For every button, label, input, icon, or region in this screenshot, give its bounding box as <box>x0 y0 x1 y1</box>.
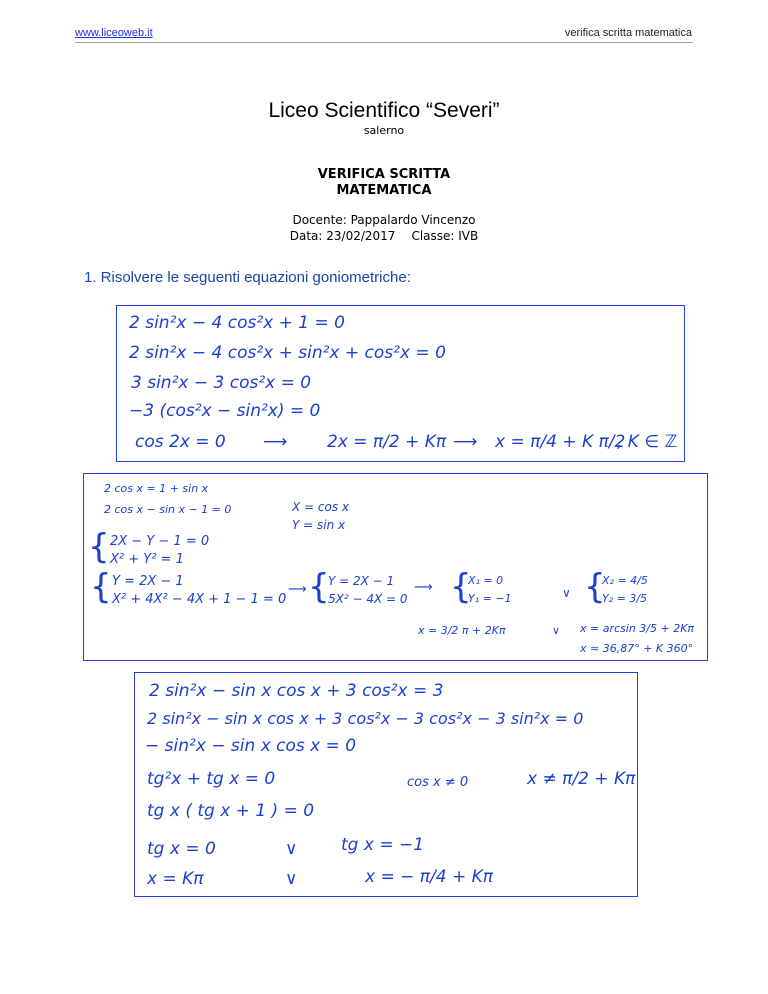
date-class-line <box>0 229 768 243</box>
question-1: 1. Risolvere le seguenti equazioni goniometriche: <box>84 269 411 286</box>
sol1-line5-k: , K ∈ ℤ <box>617 432 678 452</box>
header-divider <box>75 42 693 43</box>
sol2-brace4: { <box>450 567 472 607</box>
sol2-or1: ∨ <box>562 586 571 600</box>
sol3-line6b: tg x = −1 <box>341 835 425 855</box>
sol2-sys3a: Y = 2X − 1 <box>328 574 395 588</box>
sol2-sys4b: Y₁ = −1 <box>468 592 512 605</box>
sol3-line7b: x = − π/4 + Kπ <box>365 867 493 887</box>
sol2-arrow2: ⟶ <box>414 580 433 595</box>
solution-box-3 <box>134 672 638 897</box>
sol2-line1: 2 cos x = 1 + sin x <box>104 482 209 495</box>
sol2-line2: 2 cos x − sin x − 1 = 0 <box>104 503 232 516</box>
sol2-res1: x = 3/2 π + 2Kπ <box>418 624 506 637</box>
sol2-arrow1: ⟶ <box>288 582 307 597</box>
sol1-line1: 2 sin²x − 4 cos²x + 1 = 0 <box>129 313 345 333</box>
sol2-sys1a: 2X − Y − 1 = 0 <box>110 534 210 549</box>
header-link[interactable]: www.liceoweb.it <box>75 27 153 39</box>
school-city: salerno <box>363 124 405 137</box>
sol1-line5-x: x = π/4 + K π/2 <box>495 432 626 452</box>
sol1-arrow2: ⟶ <box>453 432 478 452</box>
sol2-sub2: Y = sin x <box>292 518 346 532</box>
test-class: Classe: IVB <box>411 229 479 243</box>
sol3-or2: ∨ <box>285 869 298 889</box>
sol1-line5-cos2x: cos 2x = 0 <box>135 432 226 452</box>
test-title-line1: VERIFICA SCRITTA <box>317 167 451 182</box>
test-date: Data: 23/02/2017 <box>289 229 396 243</box>
sol3-line1: 2 sin²x − sin x cos x + 3 cos²x = 3 <box>149 681 444 701</box>
test-title-line2: MATEMATICA <box>336 183 432 198</box>
sol2-brace3: { <box>308 567 330 607</box>
teacher-line: Docente: Pappalardo Vincenzo <box>292 213 476 227</box>
sol1-arrow1: ⟶ <box>263 432 288 452</box>
sol2-res3: x ≈ 36,87° + K 360° <box>580 642 694 655</box>
sol3-cond2: x ≠ π/2 + Kπ <box>527 769 636 789</box>
sol3-line7: x = Kπ <box>147 869 204 889</box>
sol2-sys5b: Y₂ = 3/5 <box>602 592 648 605</box>
sol2-sys3b: 5X² − 4X = 0 <box>328 592 408 606</box>
sol2-sub1: X = cos x <box>292 500 350 514</box>
sol2-res2: x = arcsin 3/5 + 2Kπ <box>580 622 695 635</box>
sol1-line2: 2 sin²x − 4 cos²x + sin²x + cos²x = 0 <box>129 343 446 363</box>
sol1-line3: 3 sin²x − 3 cos²x = 0 <box>131 373 312 393</box>
sol3-line6: tg x = 0 <box>147 839 216 859</box>
sol3-line4: tg²x + tg x = 0 <box>147 769 276 789</box>
sol2-brace5: { <box>584 567 606 607</box>
solution-box-2 <box>83 473 708 661</box>
sol2-sys4a: X₁ = 0 <box>468 574 504 587</box>
header-title: verifica scritta matematica <box>564 27 692 39</box>
sol2-brace2: { <box>90 567 112 607</box>
sol3-line5: tg x ( tg x + 1 ) = 0 <box>147 801 315 821</box>
sol1-line5-2x: 2x = π/2 + Kπ <box>327 432 447 452</box>
sol3-line3: − sin²x − sin x cos x = 0 <box>145 736 357 756</box>
sol2-sys5a: X₂ = 4/5 <box>602 574 648 587</box>
test-title <box>0 167 768 199</box>
sol2-or2: ∨ <box>552 624 561 637</box>
school-name: Liceo Scientifico “Severi” <box>268 99 500 122</box>
sol2-sys2a: Y = 2X − 1 <box>112 574 184 589</box>
sol3-line2: 2 sin²x − sin x cos x + 3 cos²x − 3 cos²x − 3 sin²x = 0 <box>147 709 584 728</box>
sol2-brace1: { <box>88 527 110 567</box>
sol2-sys2b: X² + 4X² − 4X + 1 − 1 = 0 <box>112 592 287 607</box>
sol3-cond1: cos x ≠ 0 <box>407 775 469 790</box>
sol1-line4: −3 (cos²x − sin²x) = 0 <box>129 401 321 421</box>
sol2-sys1b: X² + Y² = 1 <box>110 552 184 567</box>
sol3-or1: ∨ <box>285 839 298 859</box>
solution-box-1 <box>116 305 685 462</box>
